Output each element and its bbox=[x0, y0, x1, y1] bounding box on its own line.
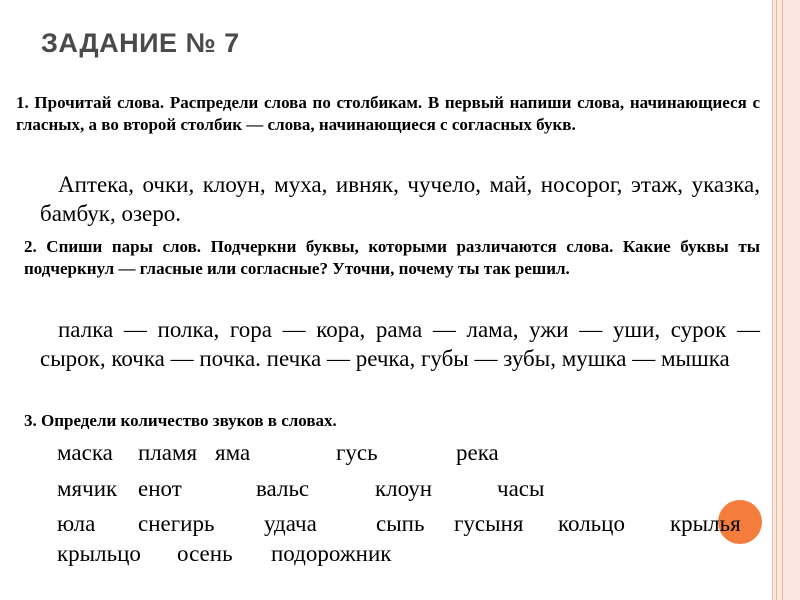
word-item: снегирь bbox=[138, 511, 215, 536]
word-item: маска bbox=[57, 440, 113, 465]
task3-row-1 bbox=[57, 440, 757, 470]
task3-row-2 bbox=[57, 476, 757, 506]
task2-words: палка — полка, гора — кора, рама — лама, ужи — уши, сурок — сырок, кочка — почка. печка — речка, губы — зубы, мушка — мышка bbox=[40, 317, 760, 371]
word-item: сыпь bbox=[376, 511, 425, 536]
word-item: мячик bbox=[57, 476, 118, 501]
word-item: река bbox=[456, 440, 499, 465]
word-item: крыльцо bbox=[57, 541, 141, 566]
task1-instruction: 1. Прочитай слова. Распредели слова по столбикам. В первый напиши слова, начинающиеся с гласных, а во второй столбик — слова, начинающиеся с согласных букв. bbox=[16, 93, 760, 134]
word-item: енот bbox=[138, 476, 182, 501]
word-item: крылья bbox=[670, 511, 741, 536]
word-item: гусыня bbox=[454, 511, 524, 536]
word-item: юла bbox=[57, 511, 96, 536]
task3-row-3 bbox=[57, 511, 777, 541]
word-item: подорожник bbox=[271, 541, 392, 566]
slide-title: ЗАДАНИЕ № 7 bbox=[41, 28, 240, 58]
word-item: пламя bbox=[138, 440, 198, 465]
task3-row-4 bbox=[57, 541, 757, 571]
word-item: клоун bbox=[375, 476, 433, 501]
word-item: часы bbox=[497, 476, 545, 501]
task1-words: Аптека, очки, клоун, муха, ивняк, чучело, май, носорог, этаж, указка, бамбук, озеро. bbox=[40, 172, 760, 226]
word-item: гусь bbox=[336, 440, 378, 465]
slide-frame-line bbox=[776, 0, 783, 600]
word-item: осень bbox=[177, 541, 233, 566]
word-item: вальс bbox=[256, 476, 310, 501]
task2-instruction: 2. Спиши пары слов. Подчеркни буквы, которыми различаются слова. Какие буквы ты подчеркнул — гласные или согласные? Уточни, почему ты так решил. bbox=[24, 237, 760, 278]
word-item: яма bbox=[215, 440, 251, 465]
word-item: удача bbox=[264, 511, 317, 536]
task3-instruction: 3. Определи количество звуков в словах. bbox=[24, 411, 337, 430]
word-item: кольцо bbox=[558, 511, 625, 536]
